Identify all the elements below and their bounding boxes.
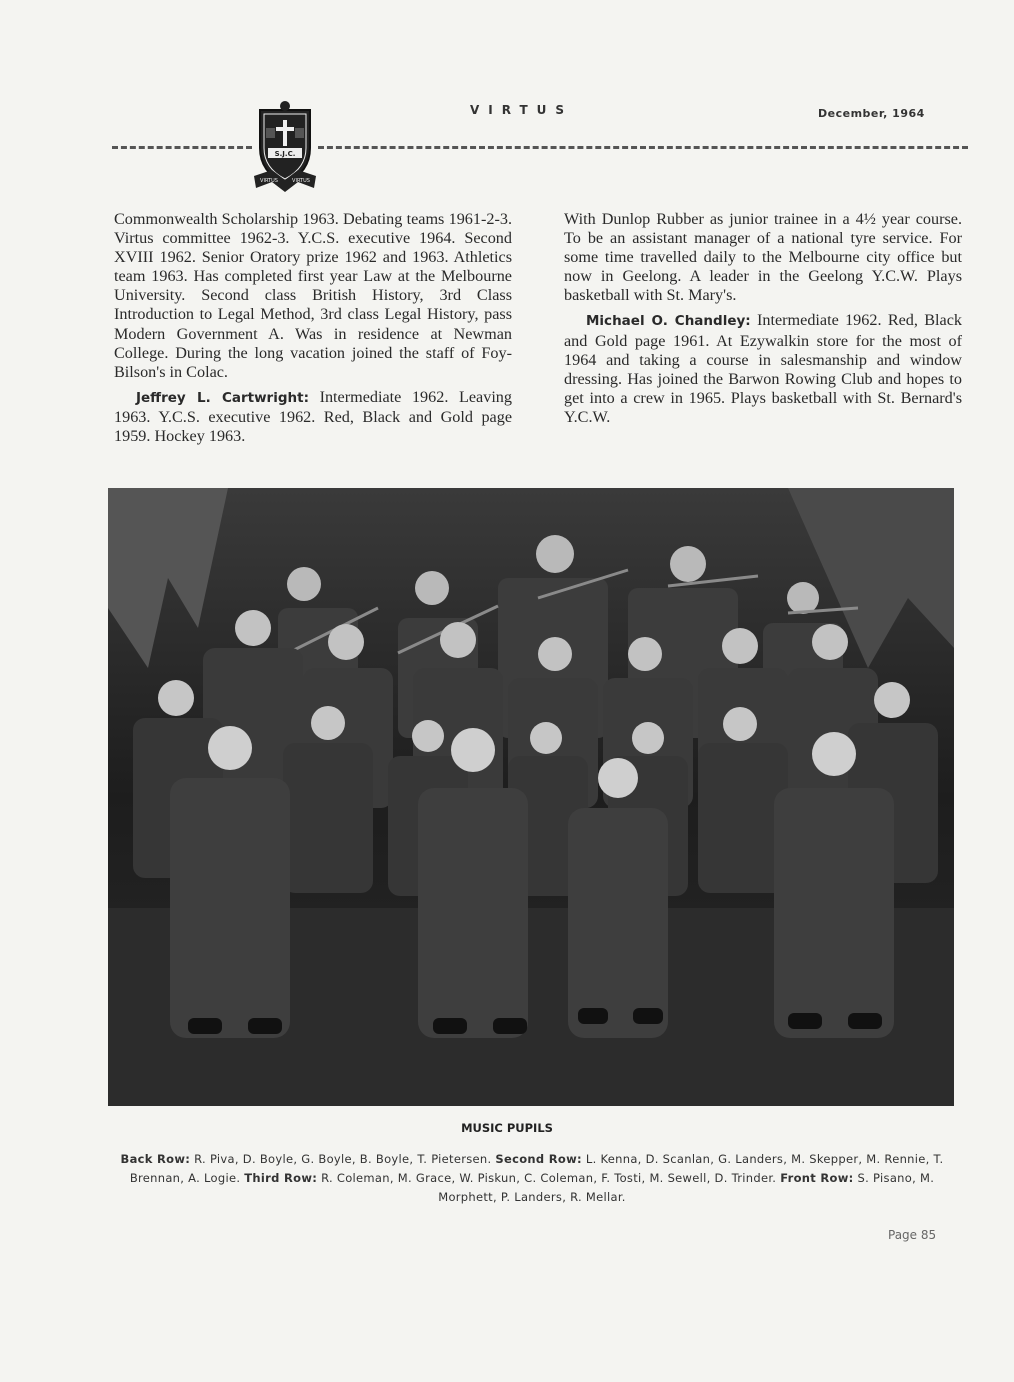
left-text-column	[114, 210, 512, 452]
third-row-names: R. Coleman, M. Grace, W. Piskun, C. Coleman, F. Tosti, M. Sewell, D. Trinder.	[317, 1171, 781, 1185]
crest-banner-left: VIRTUS	[260, 178, 278, 184]
crest-banner-right: VIRTUS	[292, 178, 310, 184]
student-name-cartwright: Jeffrey L. Cartwright:	[136, 389, 309, 406]
right-text-column	[564, 210, 962, 433]
photo-caption	[104, 1150, 960, 1207]
header-rule-right	[318, 146, 968, 149]
school-crest-icon	[252, 98, 318, 194]
running-header-title: VIRTUS	[470, 103, 574, 117]
chandley-bio: Intermediate 1962. Red, Black and Gold page 1961. At Ezywalkin store for the most of 1964 and taking a course in salesmanship and window dressing. Has joined the Barwon Rowing Club and hopes to get into a crew in 1965. Plays basketball with St. Bernard's Y.C.W.	[564, 311, 962, 426]
left-paragraph-1: Commonwealth Scholarship 1963. Debating teams 1961-2-3. Virtus committee 1962-3. Y.C.S. executive 1964. Second XVIII 1962. Senior Oratory prize 1962 and 1963. Athletics team 1963. Has completed first year Law at the Melbourne University. Second class British History, 3rd Class Introduction to Legal Method, 3rd class Legal History, pass Modern Government A. Was in residence at Newman College. During the long vacation joined the staff of Foy-Bilson's in Colac.	[114, 210, 512, 381]
running-header-date: December, 1964	[818, 107, 925, 120]
crest-initials: S.J.C.	[274, 150, 296, 158]
cartwright-bio: Intermediate 1962. Leaving 1963. Y.C.S. executive 1962. Red, Black and Gold page 1959. Hockey 1963.	[114, 387, 512, 446]
left-paragraph-2	[114, 388, 512, 446]
right-paragraph-1: With Dunlop Rubber as junior trainee in a 4½ year course. To be an assistant manager of a national tyre service. For some time travelled daily to the Melbourne city office but now in Geelong. A leader in the Geelong Y.C.W. Plays basketball with St. Mary's.	[564, 210, 962, 305]
student-name-chandley: Michael O. Chandley:	[586, 313, 751, 330]
back-row-label: Back Row:	[120, 1152, 191, 1166]
third-row-label: Third Row:	[244, 1171, 318, 1185]
second-row-names: L. Kenna, D. Scanlan, G. Landers, M. Skepper, M. Rennie, T. Brennan, A. Logie.	[129, 1152, 944, 1185]
page-number: Page 85	[888, 1228, 937, 1242]
second-row-label: Second Row:	[495, 1152, 582, 1166]
header-rule-left	[112, 146, 252, 149]
back-row-names: R. Piva, D. Boyle, G. Boyle, B. Boyle, T. Pietersen.	[190, 1152, 496, 1166]
photo-caption-title: MUSIC PUPILS	[461, 1121, 553, 1135]
group-photo	[108, 488, 954, 1106]
front-row-label: Front Row:	[780, 1171, 854, 1185]
front-row-names: S. Pisano, M. Morphett, P. Landers, R. Mellar.	[438, 1171, 935, 1204]
right-paragraph-2	[564, 311, 962, 427]
